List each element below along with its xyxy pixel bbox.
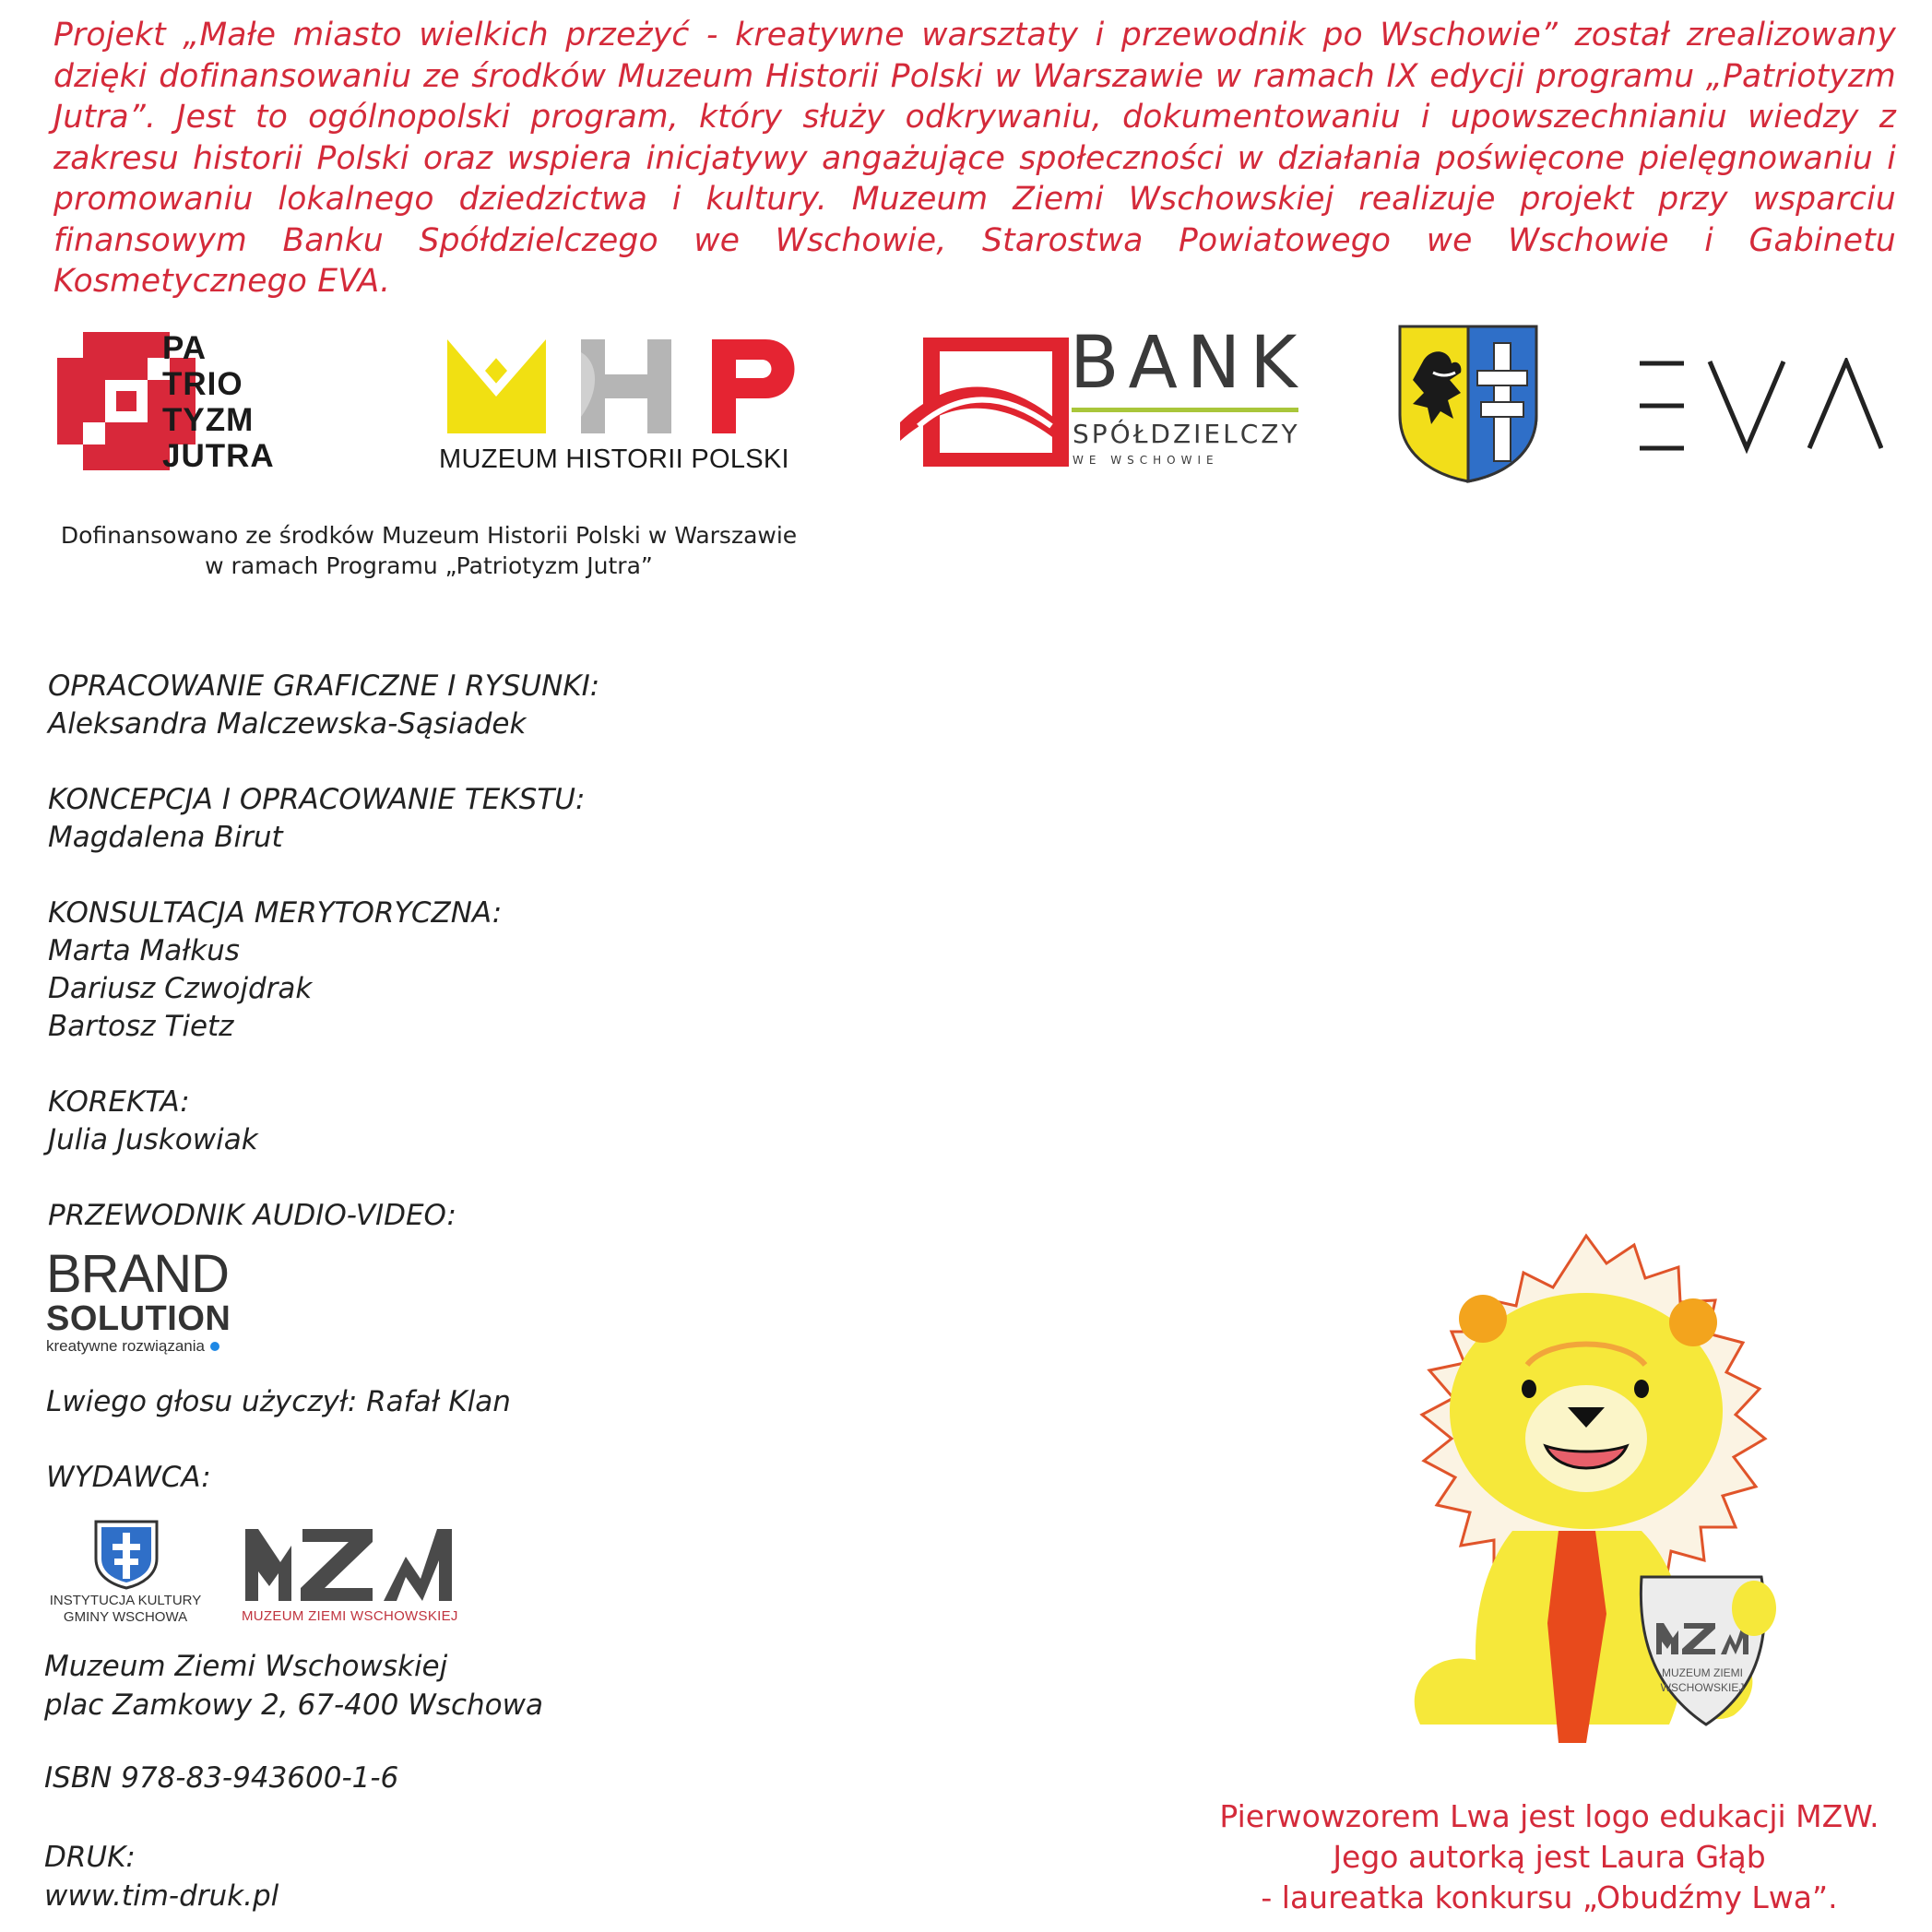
lion-muzzle [1525,1385,1647,1492]
credit-role: KONSULTACJA MERYTORYCZNA: [48,896,503,930]
bank-location: WE WSCHOWIE [1073,454,1219,467]
lion-caption-line-1: Pierwowzorem Lwa jest logo edukacji MZW. [1219,1798,1879,1834]
credit-block [48,781,599,857]
brand-solution-tagline-row [46,1337,231,1356]
brand-solution-line-1: BRAND [46,1244,230,1304]
credit-role: PRZEWODNIK AUDIO-VIDEO: [48,1199,456,1232]
lion-right-ear [1669,1298,1717,1346]
brand-solution-tagline: kreatywne rozwiązania [46,1337,205,1355]
institution-crest-icon [92,1518,160,1590]
publisher-address [44,1647,543,1725]
bank-spoldzielczy-logo-icon [895,338,1070,467]
address-line-1: Muzeum Ziemi Wschowskiej [44,1650,448,1683]
credit-block [48,895,599,1046]
credit-block [48,668,599,743]
bank-subtitle: SPÓŁDZIELCZY [1073,419,1300,449]
print-info [44,1838,279,1915]
bank-wordmark: BANK [1070,322,1307,405]
lion-left-ear [1459,1295,1507,1343]
cofinancing-line-2: w ramach Programu „Patriotyzm Jutra” [205,552,653,579]
isbn: ISBN 978-83-943600-1-6 [44,1761,399,1795]
lion-mascot-illustration [1365,1227,1808,1752]
credit-role: KOREKTA: [48,1085,190,1119]
lion-right-paw [1732,1581,1776,1636]
eva-logo-icon [1638,358,1883,454]
lion-shield-text-1: MUZEUM ZIEMI [1662,1666,1743,1679]
credit-name: Magdalena Birut [48,821,283,854]
credits-list [48,668,599,1273]
blue-dot-icon [210,1342,219,1351]
brand-solution-logo [46,1244,231,1356]
lion-caption-line-3: - laureatka konkursu „Obudźmy Lwa”. [1261,1879,1838,1915]
lion-caption-line-2: Jego autorką jest Laura Głąb [1333,1839,1766,1875]
credit-block [48,1084,599,1159]
bank-divider [1072,408,1298,412]
credit-name: Aleksandra Malczewska-Sąsiadek [48,707,527,741]
mzw-caption: MUZEUM ZIEMI WSCHOWSKIEJ [242,1608,458,1624]
mhp-caption: MUZEUM HISTORII POLSKI [439,444,789,474]
print-label: DRUK: [44,1841,136,1874]
credit-block [48,1197,599,1235]
credit-name: Julia Juskowiak [48,1123,258,1156]
publisher-label: WYDAWCA: [46,1461,211,1494]
credit-role: KONCEPCJA I OPRACOWANIE TEKSTU: [48,783,586,816]
mzw-logo-icon [243,1520,465,1605]
intro-paragraph: Projekt „Małe miasto wielkich przeżyć - kreatywne warsztaty i przewodnik po Wschowie” został zrealizowany dzięki dofinansowaniu ze środków Muzeum Historii Polski w Warszawie w ramach IX edycji programu „Patriotyzm Jutra”. Jest to ogólnopolski program, który służy odkrywaniu, dokumentowaniu i upowszechnianiu wiedzy z zakresu historii Polski oraz wspiera inicjatywy angażujące społeczności w działania poświęcone pielęgnowaniu i promowaniu lokalnego dziedzictwa i kultury. Muzeum Ziemi Wschowskiej realizuje projekt przy wsparciu finansowym Banku Spółdzielczego we Wschowie, Starostwa Powiatowego we Wschowie i Gabinetu Kosmetycznego EVA. [53,17,1896,300]
credit-name: Marta Małkus [48,934,240,967]
cofinancing-note [37,520,821,581]
print-url: www.tim-druk.pl [44,1879,279,1913]
address-line-2: plac Zamkowy 2, 67-400 Wschowa [44,1689,543,1722]
patriotyzm-jutra-wordmark: PA TRIO TYZM JUTRA [162,330,275,474]
credit-name: Dariusz Czwojdrak [48,972,313,1005]
lion-left-eye [1522,1380,1536,1398]
brand-solution-line-2: SOLUTION [46,1299,231,1338]
sponsor-logos [0,0,1932,480]
credit-role: OPRACOWANIE GRAFICZNE I RYSUNKI: [48,670,600,703]
institution-caption: INSTYTUCJA KULTURY GMINY WSCHOWA [49,1593,202,1625]
muzeum-historii-polski-logo-icon [443,334,812,437]
cofinancing-line-1: Dofinansowano ze środków Muzeum Historii Polski w Warszawie [60,522,798,549]
lion-shield-text-2: WSCHOWSKIEJ [1660,1681,1745,1694]
coat-of-arms-icon [1396,323,1540,483]
credit-name: Bartosz Tietz [48,1010,234,1043]
lion-caption [1144,1796,1932,1918]
lion-right-eye [1634,1380,1649,1398]
voice-credit: Lwiego głosu użyczył: Rafał Klan [46,1385,511,1418]
